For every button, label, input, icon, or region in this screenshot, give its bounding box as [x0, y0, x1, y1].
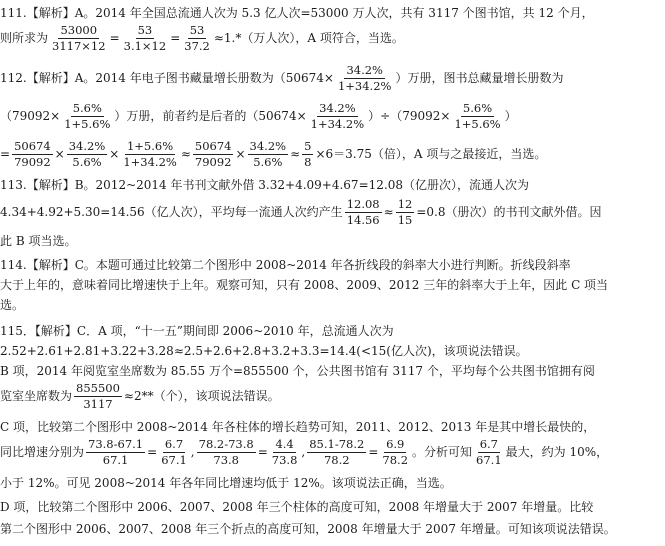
q115-post-6: 最大，约为 10%， — [505, 445, 609, 459]
q113-pre: 4.34+4.92+5.30=14.56（亿人次），平均每一流通人次约产生 — [0, 205, 343, 219]
q115-fraction-c4: $\frac{4.4}{73.8}$ — [271, 436, 298, 467]
q111-pre: 则所求为 — [0, 31, 49, 45]
q115-line-1: 115．【解析】C．A 项，“十一五”期间即 2006~2010 年，总流通人次为 — [0, 324, 394, 338]
q112-text-a: 112.【解析】A。2014 年电子图书藏量增长册数为（50674× — [0, 71, 334, 85]
q112-line-2 — [0, 98, 665, 134]
q112-line-1 — [0, 60, 665, 96]
q115-fraction-c2: $\frac{6.7}{67.1}$ — [161, 436, 187, 467]
q113-fraction-2: $\frac{12}{15}$ — [397, 196, 413, 227]
q113-line-2 — [0, 194, 665, 230]
q115-fraction-c5: $\frac{85.1-78.2}{78.2}$ — [309, 436, 365, 467]
q115-fraction-b: $\frac{855500}{3117}$ — [76, 380, 120, 411]
q113-fraction-1: $\frac{12.08}{14.56}$ — [346, 196, 380, 227]
q115-line-5: C 项，比较第二个图形中 2008~2014 年各柱体的增长趋势可知，2011、2012、2013 年是其中增长最快的， — [0, 420, 596, 434]
q115-fraction-c7: $\frac{6.7}{67.1}$ — [476, 436, 502, 467]
q112-fraction-7: $\frac{1+5.6\%}{1+34.2\%}$ — [123, 138, 177, 169]
q112-text-end: ×6＝3.75（倍），A 项与之最接近，当选。 — [315, 147, 547, 161]
q115-fraction-c6: $\frac{6.9}{78.2}$ — [382, 436, 409, 467]
q112-text-d: ）万册，前者约是后者的（50674× — [114, 109, 307, 123]
q112-text-b: ）万册，图书总藏量增长册数为 — [395, 71, 564, 85]
q111-fraction-1: $\frac{53000}{3117\times 12}$ — [52, 22, 106, 53]
q115-fraction-c3: $\frac{78.2-73.8}{73.8}$ — [198, 436, 254, 467]
q111-line-2: 则所求为 $\frac{53000}{3117\times 12}$ = $\frac{53}{3.1\times 12}$ = $\frac{53}{37.2}$ ≈1.*（万人次），A 项符合，当选。 — [0, 22, 404, 53]
q115-line-3: B 项，2014 年阅览室坐席数为 85.55 万个=855500 个，公共图书馆有 3117 个，平均每个公共图书馆拥有阅 — [0, 364, 595, 378]
q113-approx: ≈ — [383, 205, 394, 219]
q115-line-6: 同比增速分别为 $\frac{73.8-67.1}{67.1}$ = $\frac{6.7}{67.1}$ , $\frac{78.2-73.8}{73.8}$ = $\frac{4.4}{73.8}$ , $\frac{85.1-78.2}{78.2}$ = $\frac{6.9}{78.2}$ 。分析可知 $\frac{6.7}{67.1}$ 最大，约为 10%， — [0, 436, 609, 467]
q112-fraction-8: $\frac{50674}{79092}$ — [194, 138, 232, 169]
q114-line-3: 选。 — [0, 298, 25, 312]
q115-mid-6: 。分析可知 — [412, 445, 473, 459]
q112-text-g: ） — [504, 109, 517, 123]
q113-line-3: 此 B 项当选。 — [0, 234, 77, 248]
q111-fraction-3: $\frac{53}{37.2}$ — [184, 22, 210, 53]
q115-post-4: ≈2**（个），该项说法错误。 — [123, 389, 280, 403]
q114-line-2: 大于上年的，意味着同比增速快于上年。观察可知，只有 2008、2009、2012 三年的斜率大于上年，因此 C 项当 — [0, 278, 609, 292]
q111-line-1: 111.【解析】A。2014 年全国总流通人次为 5.3 亿人次=53000 万人次，共有 3117 个图书馆，共 12 个月， — [0, 6, 594, 20]
q113-line-1: 113.【解析】B。2012~2014 年书刊文献外借 3.32+4.09+4.67=12.08（亿册次），流通人次为 — [0, 178, 529, 192]
q115-pre-6: 同比增速分别为 — [0, 445, 85, 459]
q115-line-2: 2.52+2.61+2.81+3.22+3.28≈2.5+2.6+2.8+3.2+3.3=14.4(<15(亿人次)，该项说法错误。 — [0, 344, 528, 358]
q115-line-8: D 项，比较第二个图形中 2006、2007、2008 年三个柱体的高度可知，2008 年增量大于 2007 年增量。比较 — [0, 500, 594, 514]
q112-text-e: ）÷（79092× — [368, 109, 451, 123]
q112-fraction-10: $\frac{5}{8}$ — [304, 138, 312, 169]
q111-post: ≈1.*（万人次），A 项符合，当选。 — [213, 31, 404, 45]
q112-fraction-9: $\frac{34.2\%}{5.6\%}$ — [249, 138, 287, 169]
q115-pre-4: 览室坐席数为 — [0, 389, 73, 403]
q112-fraction-5: $\frac{50674}{79092}$ — [14, 138, 51, 169]
q115-line-7: 小于 12%。可见 2008~2014 年各年同比增速均低于 12%。该项说法正确，当选。 — [0, 476, 452, 490]
q112-approx-2: ≈ — [290, 147, 301, 161]
q112-fraction-2: $\frac{5.6\%}{1+5.6\%}$ — [64, 100, 111, 131]
q115-line-4 — [0, 378, 665, 414]
q112-fraction-4: $\frac{5.6\%}{1+5.6\%}$ — [454, 100, 501, 131]
q112-line-3: = $\frac{50674}{79092}$ × $\frac{34.2\%}{5.6\%}$ × $\frac{1+5.6\%}{1+34.2\%}$ ≈ $\frac{50674}{79092}$ × $\frac{34.2\%}{5.6\%}$ ≈ $\frac{5}{8}$ ×6＝3.75（倍），A 项与之最接近，当选。 — [0, 138, 547, 169]
q112-text-c: （79092× — [0, 109, 61, 123]
q111-fraction-2: $\frac{53}{3.1\times 12}$ — [123, 22, 167, 53]
q115-fraction-c1: $\frac{73.8-67.1}{67.1}$ — [88, 436, 144, 467]
q112-equals: = — [0, 147, 11, 161]
q113-post: =0.8（册次）的书刊文献外借。因 — [416, 205, 602, 219]
q112-fraction-3: $\frac{34.2\%}{1+34.2\%}$ — [310, 100, 365, 131]
q112-fraction-6: $\frac{34.2\%}{5.6\%}$ — [68, 138, 106, 169]
q112-approx: ≈ — [180, 147, 191, 161]
q114-line-1: 114.【解析】C。本题可通过比较第二个图形中 2008~2014 年各折线段的斜率大小进行判断。折线段斜率 — [0, 258, 571, 272]
q115-line-9: 第二个图形中 2006、2007、2008 年三个折点的高度可知，2008 年增量大于 2007 年增量。可知该项说法错误。 — [0, 522, 616, 536]
q112-fraction-1: $\frac{34.2\%}{1+34.2\%}$ — [337, 62, 392, 93]
